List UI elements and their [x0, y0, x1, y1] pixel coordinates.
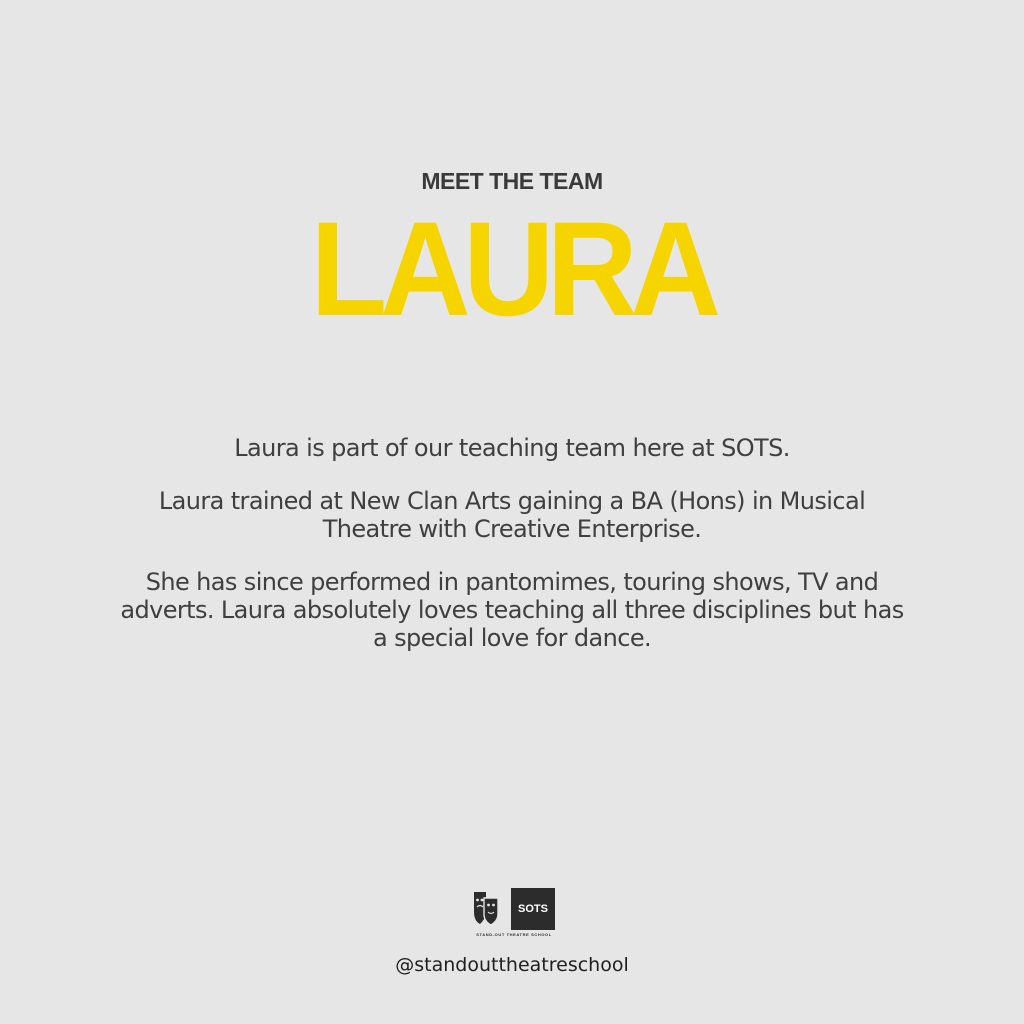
bio-paragraph: She has since performed in pantomimes, touring shows, TV and adverts. Laura absolutely loves teaching all three disciplines but has a special love for dance.	[120, 568, 904, 652]
school-logo	[468, 886, 560, 940]
bio-text	[112, 434, 912, 677]
sots-badge	[511, 888, 555, 930]
bio-paragraph: Laura is part of our teaching team here at SOTS.	[234, 434, 790, 462]
theatre-masks-icon	[472, 890, 500, 926]
logo-subtitle: STAND-OUT THEATRE SCHOOL	[476, 932, 552, 937]
section-kicker: MEET THE TEAM	[421, 168, 603, 194]
team-member-name: LAURA	[310, 195, 714, 344]
sots-badge-text: SOTS	[518, 903, 548, 915]
social-handle: @standouttheatreschool	[395, 954, 629, 976]
bio-paragraph: Laura trained at New Clan Arts gaining a BA (Hons) in Musical Theatre with Creative Enterprise.	[158, 487, 866, 543]
